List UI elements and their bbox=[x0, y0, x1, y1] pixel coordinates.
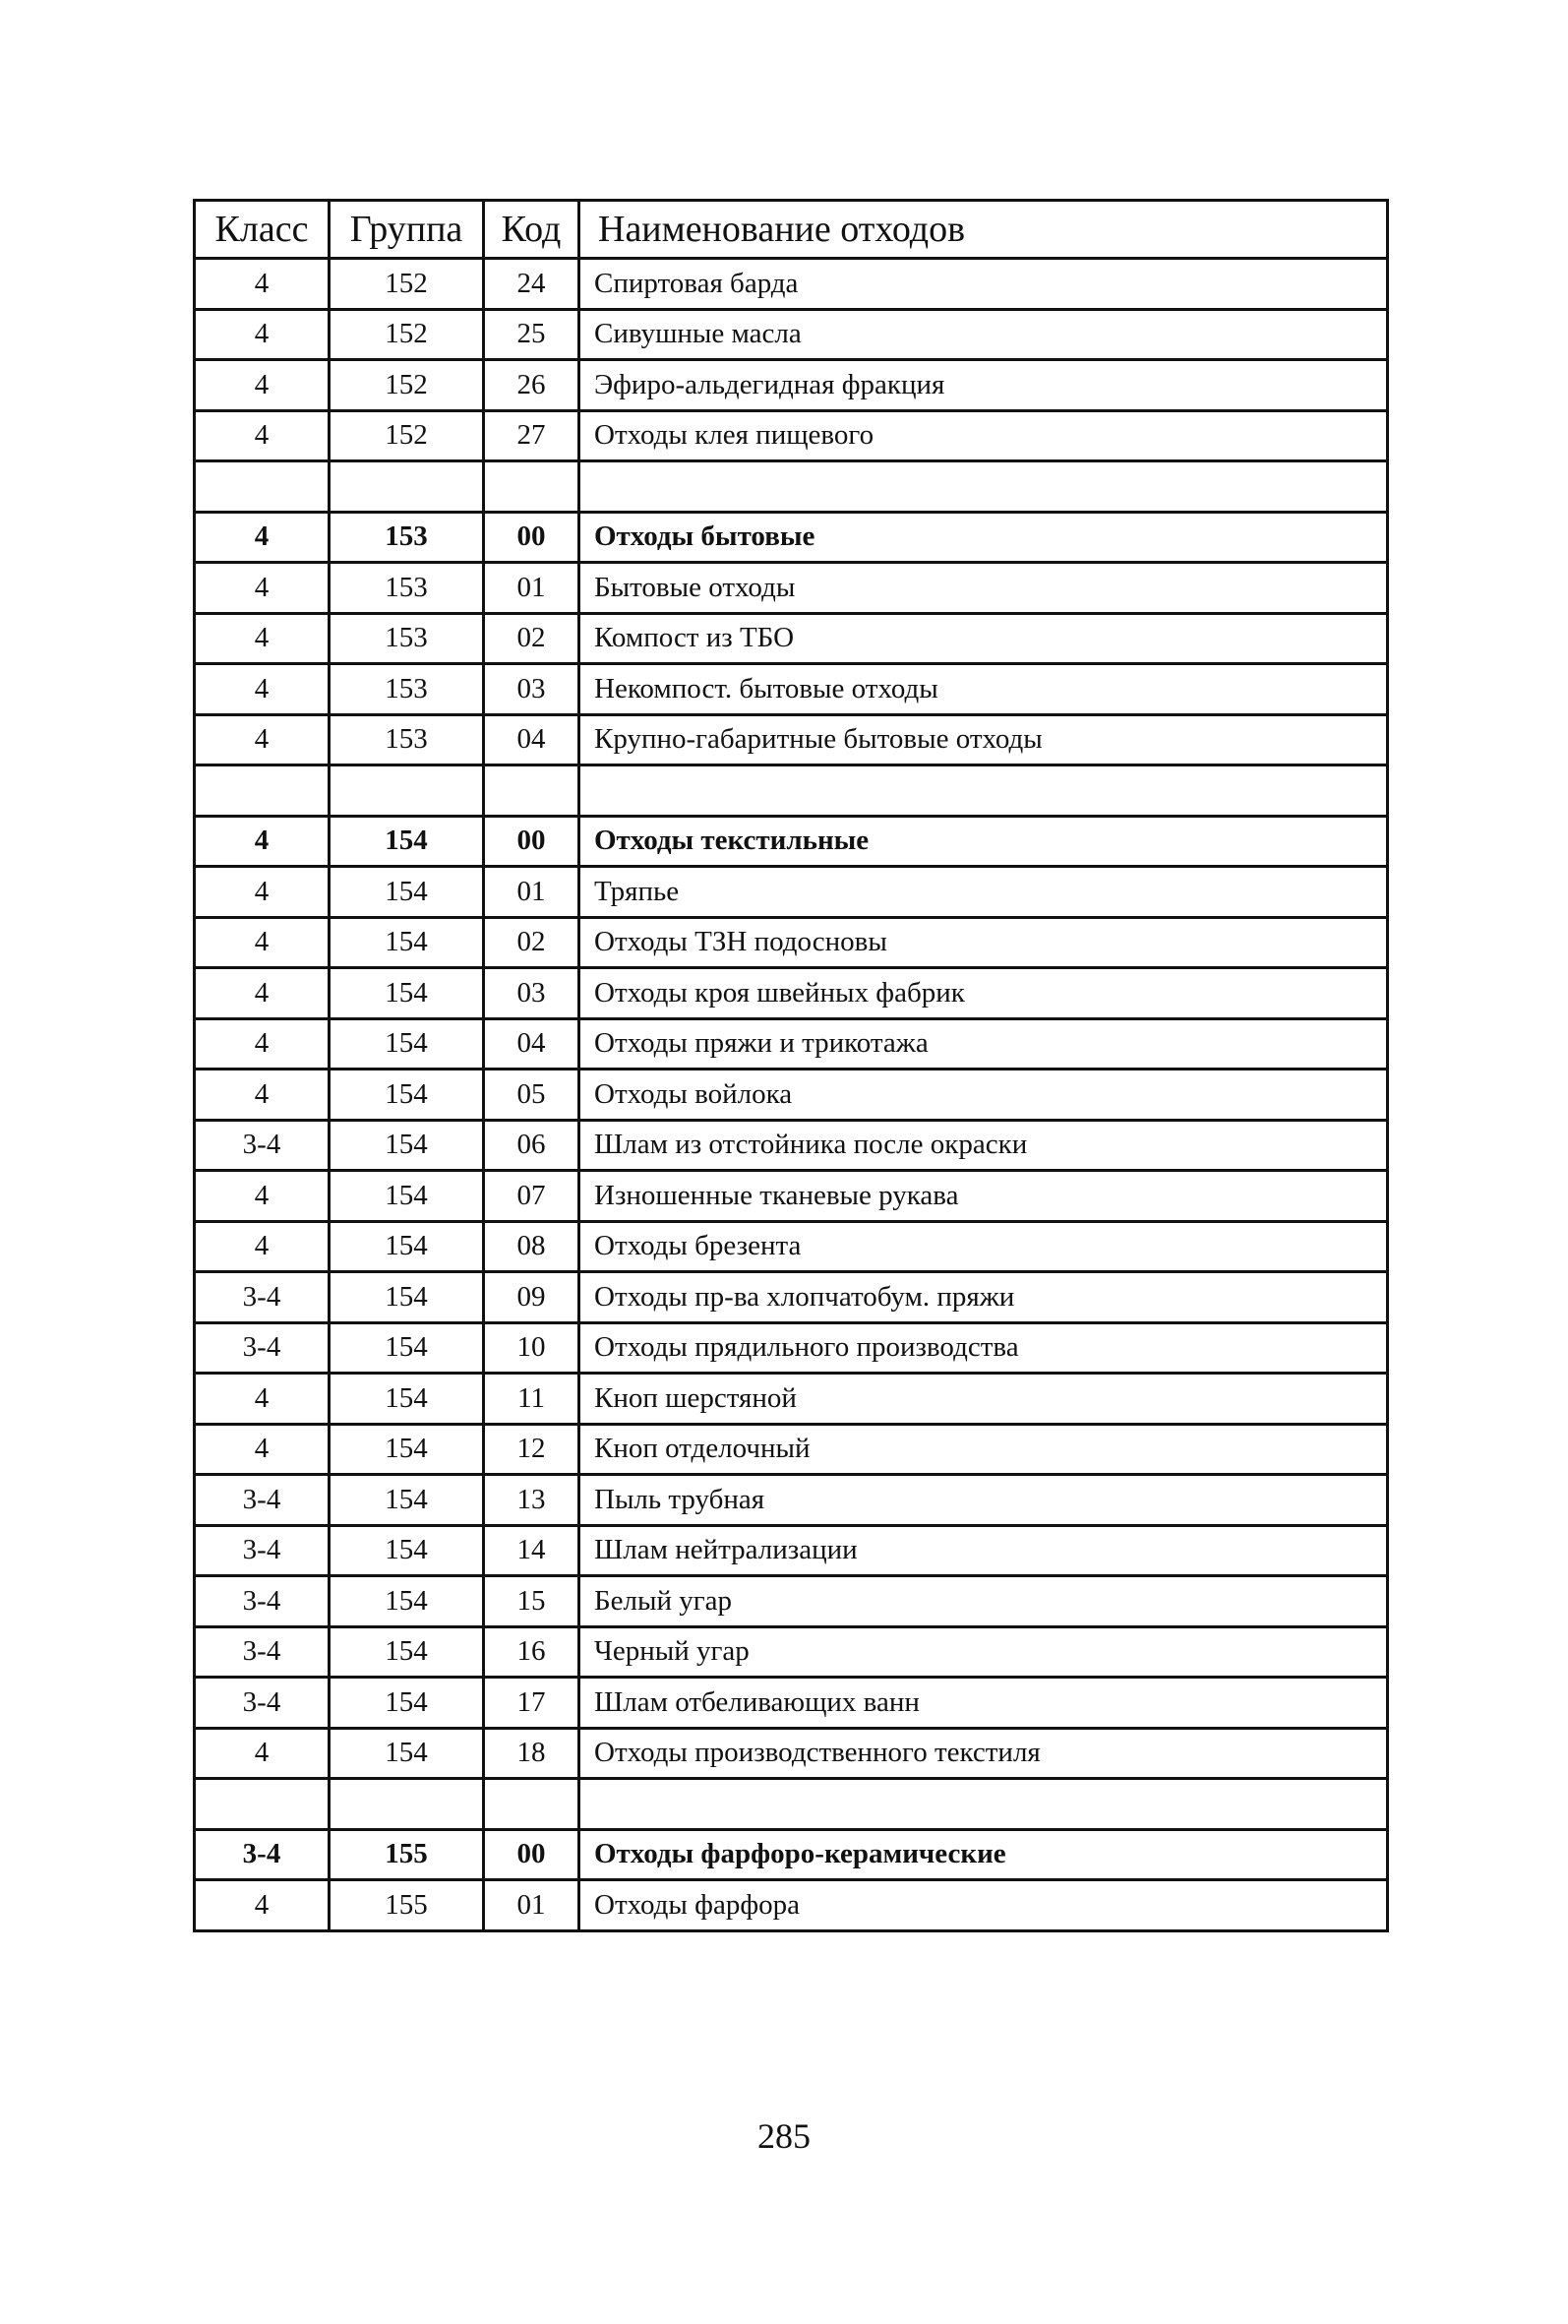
cell-group: 154 bbox=[330, 1171, 484, 1222]
cell-code: 04 bbox=[484, 714, 579, 765]
cell-class: 4 bbox=[195, 1728, 330, 1779]
cell-code: 00 bbox=[484, 1829, 579, 1880]
table-row bbox=[195, 867, 1388, 918]
cell-class: 4 bbox=[195, 1221, 330, 1272]
table-row bbox=[195, 1626, 1388, 1678]
cell-code: 01 bbox=[484, 563, 579, 614]
cell-class: 3-4 bbox=[195, 1525, 330, 1576]
cell-name: Отходы прядильного производства bbox=[579, 1322, 1388, 1374]
table-row bbox=[195, 1525, 1388, 1576]
cell-name: Отходы фарфора bbox=[579, 1880, 1388, 1931]
cell-group: 154 bbox=[330, 968, 484, 1019]
cell-name: Отходы кроя швейных фабрик bbox=[579, 968, 1388, 1019]
table-row bbox=[195, 1018, 1388, 1070]
cell-class: 4 bbox=[195, 1374, 330, 1425]
cell-group: 154 bbox=[330, 1018, 484, 1070]
cell-name: Шлам отбеливающих ванн bbox=[579, 1678, 1388, 1729]
cell-name: Отходы клея пищевого bbox=[579, 410, 1388, 461]
cell-class: 4 bbox=[195, 816, 330, 867]
table-row bbox=[195, 613, 1388, 664]
cell-group: 153 bbox=[330, 613, 484, 664]
cell-code: 11 bbox=[484, 1374, 579, 1425]
table-row bbox=[195, 1829, 1388, 1880]
cell-code bbox=[484, 1779, 579, 1830]
table-row bbox=[195, 765, 1388, 817]
table-row bbox=[195, 1880, 1388, 1931]
cell-name: Отходы бытовые bbox=[579, 512, 1388, 563]
cell-code: 26 bbox=[484, 360, 579, 411]
cell-code: 15 bbox=[484, 1576, 579, 1627]
table-row bbox=[195, 816, 1388, 867]
cell-group: 154 bbox=[330, 1221, 484, 1272]
header-code: Код bbox=[484, 201, 579, 259]
cell-class: 4 bbox=[195, 613, 330, 664]
cell-name: Отходы ТЗН подосновы bbox=[579, 917, 1388, 968]
cell-group: 152 bbox=[330, 309, 484, 360]
cell-class: 3-4 bbox=[195, 1626, 330, 1678]
cell-name: Черный угар bbox=[579, 1626, 1388, 1678]
cell-code bbox=[484, 765, 579, 817]
cell-class: 4 bbox=[195, 1424, 330, 1475]
cell-group: 154 bbox=[330, 1626, 484, 1678]
cell-name: Кноп шерстяной bbox=[579, 1374, 1388, 1425]
cell-group bbox=[330, 765, 484, 817]
cell-code: 18 bbox=[484, 1728, 579, 1779]
cell-group: 154 bbox=[330, 1475, 484, 1526]
cell-code: 12 bbox=[484, 1424, 579, 1475]
table-row bbox=[195, 1374, 1388, 1425]
table-row bbox=[195, 1221, 1388, 1272]
cell-code: 16 bbox=[484, 1626, 579, 1678]
table-row bbox=[195, 664, 1388, 715]
cell-group: 154 bbox=[330, 1070, 484, 1121]
cell-group: 154 bbox=[330, 1322, 484, 1374]
cell-code: 27 bbox=[484, 410, 579, 461]
cell-class bbox=[195, 765, 330, 817]
cell-name bbox=[579, 1779, 1388, 1830]
cell-code: 25 bbox=[484, 309, 579, 360]
table-row bbox=[195, 563, 1388, 614]
cell-code: 00 bbox=[484, 816, 579, 867]
cell-code: 17 bbox=[484, 1678, 579, 1729]
cell-name: Кноп отделочный bbox=[579, 1424, 1388, 1475]
cell-class bbox=[195, 1779, 330, 1830]
cell-code: 06 bbox=[484, 1120, 579, 1171]
waste-classification-table bbox=[193, 199, 1389, 1932]
cell-class: 4 bbox=[195, 1171, 330, 1222]
cell-group: 152 bbox=[330, 360, 484, 411]
cell-group bbox=[330, 1779, 484, 1830]
cell-class: 4 bbox=[195, 309, 330, 360]
cell-class: 4 bbox=[195, 917, 330, 968]
table-row bbox=[195, 1272, 1388, 1323]
cell-name: Эфиро-альдегидная фракция bbox=[579, 360, 1388, 411]
cell-class bbox=[195, 461, 330, 513]
cell-class: 3-4 bbox=[195, 1829, 330, 1880]
cell-name: Отходы текстильные bbox=[579, 816, 1388, 867]
cell-group bbox=[330, 461, 484, 513]
cell-group: 154 bbox=[330, 867, 484, 918]
cell-code: 03 bbox=[484, 968, 579, 1019]
cell-class: 4 bbox=[195, 1018, 330, 1070]
cell-code: 10 bbox=[484, 1322, 579, 1374]
table-row bbox=[195, 1322, 1388, 1374]
table-row bbox=[195, 259, 1388, 310]
cell-code: 01 bbox=[484, 1880, 579, 1931]
table-row bbox=[195, 1678, 1388, 1729]
cell-name: Отходы пряжи и трикотажа bbox=[579, 1018, 1388, 1070]
cell-name: Отходы пр-ва хлопчатобум. пряжи bbox=[579, 1272, 1388, 1323]
cell-name: Сивушные масла bbox=[579, 309, 1388, 360]
cell-group: 154 bbox=[330, 1576, 484, 1627]
table-body bbox=[195, 259, 1388, 1931]
cell-name: Изношенные тканевые рукава bbox=[579, 1171, 1388, 1222]
cell-code: 09 bbox=[484, 1272, 579, 1323]
cell-code: 24 bbox=[484, 259, 579, 310]
cell-name: Отходы производственного текстиля bbox=[579, 1728, 1388, 1779]
cell-class: 4 bbox=[195, 1880, 330, 1931]
table-row bbox=[195, 1576, 1388, 1627]
cell-group: 154 bbox=[330, 1678, 484, 1729]
cell-class: 4 bbox=[195, 1070, 330, 1121]
cell-name bbox=[579, 765, 1388, 817]
header-group: Группа bbox=[330, 201, 484, 259]
table-row bbox=[195, 309, 1388, 360]
header-row bbox=[195, 201, 1388, 259]
header-name: Наименование отходов bbox=[579, 201, 1388, 259]
cell-code: 14 bbox=[484, 1525, 579, 1576]
cell-code: 08 bbox=[484, 1221, 579, 1272]
table-row bbox=[195, 1070, 1388, 1121]
cell-name: Отходы войлока bbox=[579, 1070, 1388, 1121]
page-number: 285 bbox=[757, 2116, 811, 2156]
table-header bbox=[195, 201, 1388, 259]
cell-name: Белый угар bbox=[579, 1576, 1388, 1627]
cell-class: 4 bbox=[195, 664, 330, 715]
cell-name: Бытовые отходы bbox=[579, 563, 1388, 614]
cell-group: 153 bbox=[330, 664, 484, 715]
cell-group: 152 bbox=[330, 259, 484, 310]
header-class: Класс bbox=[195, 201, 330, 259]
cell-group: 152 bbox=[330, 410, 484, 461]
table-row bbox=[195, 360, 1388, 411]
table-row bbox=[195, 714, 1388, 765]
cell-group: 155 bbox=[330, 1829, 484, 1880]
cell-code: 04 bbox=[484, 1018, 579, 1070]
cell-group: 154 bbox=[330, 816, 484, 867]
table-row bbox=[195, 410, 1388, 461]
cell-class: 3-4 bbox=[195, 1576, 330, 1627]
cell-name bbox=[579, 461, 1388, 513]
cell-class: 4 bbox=[195, 512, 330, 563]
table-row bbox=[195, 1171, 1388, 1222]
cell-code: 02 bbox=[484, 613, 579, 664]
cell-name: Спиртовая барда bbox=[579, 259, 1388, 310]
cell-class: 4 bbox=[195, 410, 330, 461]
cell-class: 3-4 bbox=[195, 1272, 330, 1323]
cell-name: Компост из ТБО bbox=[579, 613, 1388, 664]
cell-code: 00 bbox=[484, 512, 579, 563]
cell-class: 4 bbox=[195, 867, 330, 918]
cell-code: 01 bbox=[484, 867, 579, 918]
cell-group: 154 bbox=[330, 1728, 484, 1779]
cell-name: Тряпье bbox=[579, 867, 1388, 918]
table-row bbox=[195, 461, 1388, 513]
cell-group: 154 bbox=[330, 1424, 484, 1475]
cell-group: 153 bbox=[330, 563, 484, 614]
cell-class: 3-4 bbox=[195, 1322, 330, 1374]
table-row bbox=[195, 1424, 1388, 1475]
cell-class: 4 bbox=[195, 968, 330, 1019]
cell-name: Шлам из отстойника после окраски bbox=[579, 1120, 1388, 1171]
cell-group: 154 bbox=[330, 1374, 484, 1425]
cell-group: 154 bbox=[330, 1525, 484, 1576]
table-row bbox=[195, 968, 1388, 1019]
table-row bbox=[195, 512, 1388, 563]
cell-class: 4 bbox=[195, 360, 330, 411]
table-row bbox=[195, 917, 1388, 968]
cell-group: 154 bbox=[330, 917, 484, 968]
cell-code: 07 bbox=[484, 1171, 579, 1222]
cell-group: 153 bbox=[330, 714, 484, 765]
cell-group: 154 bbox=[330, 1272, 484, 1323]
table-row bbox=[195, 1120, 1388, 1171]
cell-class: 3-4 bbox=[195, 1120, 330, 1171]
table-row bbox=[195, 1728, 1388, 1779]
cell-name: Некомпост. бытовые отходы bbox=[579, 664, 1388, 715]
table-row bbox=[195, 1475, 1388, 1526]
cell-class: 4 bbox=[195, 714, 330, 765]
cell-code: 13 bbox=[484, 1475, 579, 1526]
cell-class: 3-4 bbox=[195, 1678, 330, 1729]
cell-name: Отходы фарфоро-керамические bbox=[579, 1829, 1388, 1880]
cell-code bbox=[484, 461, 579, 513]
cell-code: 05 bbox=[484, 1070, 579, 1121]
cell-group: 155 bbox=[330, 1880, 484, 1931]
cell-name: Крупно-габаритные бытовые отходы bbox=[579, 714, 1388, 765]
cell-group: 153 bbox=[330, 512, 484, 563]
cell-class: 4 bbox=[195, 563, 330, 614]
cell-code: 02 bbox=[484, 917, 579, 968]
cell-class: 3-4 bbox=[195, 1475, 330, 1526]
table-row bbox=[195, 1779, 1388, 1830]
cell-name: Шлам нейтрализации bbox=[579, 1525, 1388, 1576]
cell-class: 4 bbox=[195, 259, 330, 310]
cell-name: Пыль трубная bbox=[579, 1475, 1388, 1526]
cell-group: 154 bbox=[330, 1120, 484, 1171]
cell-name: Отходы брезента bbox=[579, 1221, 1388, 1272]
cell-code: 03 bbox=[484, 664, 579, 715]
